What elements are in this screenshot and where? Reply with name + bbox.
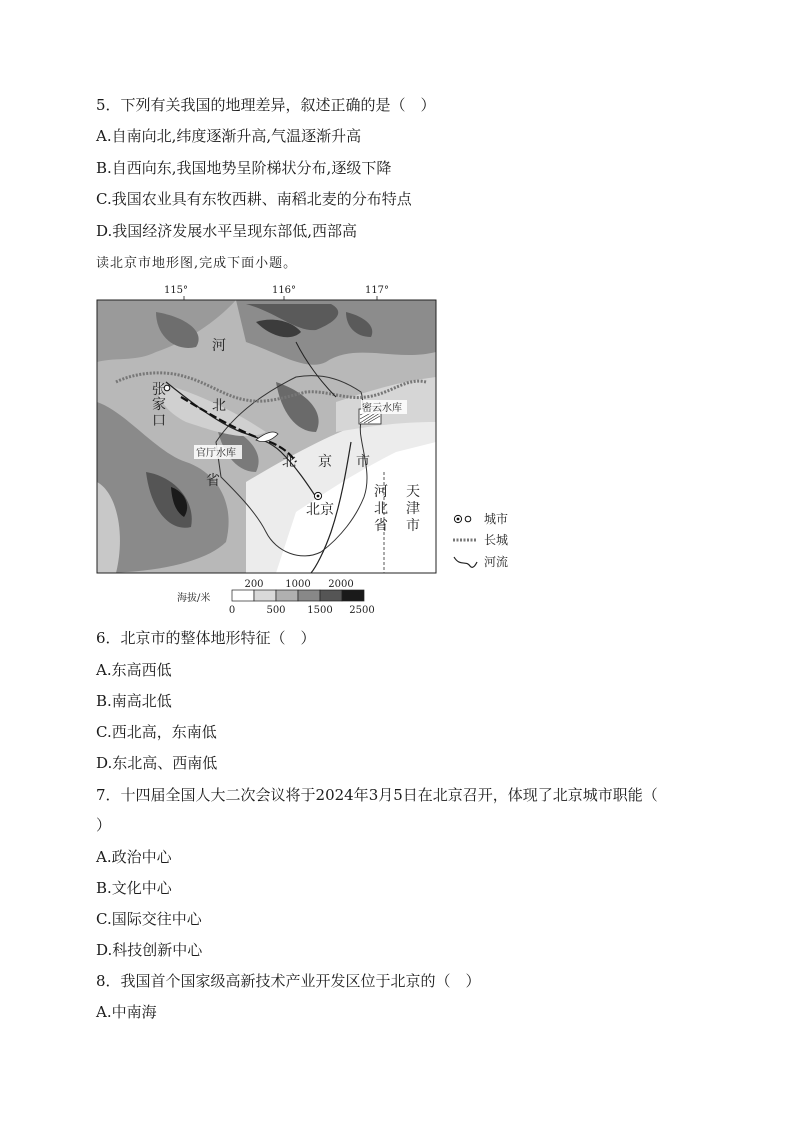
tianjin-char-2: 津	[406, 501, 420, 517]
legend-city-label: 城市	[484, 512, 509, 526]
zhangjiakou-char-1: 张	[152, 382, 166, 398]
scale-tick-1000: 1000	[285, 579, 311, 590]
map-legend	[453, 512, 508, 569]
hebei-east-char-1: 河	[374, 484, 388, 500]
question-5-option-c: C.我国农业具有东牧西耕、南稻北麦的分布特点	[96, 190, 412, 208]
scale-swatch	[320, 590, 342, 601]
question-7-option-c: C.国际交往中心	[96, 910, 202, 928]
question-8-option-a: A.中南海	[96, 1003, 157, 1021]
longitude-117-label: 117°	[364, 285, 390, 296]
miyun-reservoir-label: 密云水库	[362, 403, 402, 414]
scale-swatch	[276, 590, 298, 601]
question-6-option-c: C.西北高，东南低	[96, 723, 217, 741]
scale-swatch	[232, 590, 254, 601]
zhangjiakou-char-2: 家	[152, 397, 166, 413]
hebei-east-char-3: 省	[374, 518, 388, 534]
question-5-option-d: D.我国经济发展水平呈现东部低,西部高	[96, 222, 358, 240]
longitude-115-label: 115°	[163, 285, 189, 296]
scale-swatch	[342, 590, 364, 601]
question-7-option-a: A.政治中心	[96, 848, 172, 866]
question-7-option-b: B.文化中心	[96, 879, 172, 897]
guanting-reservoir-label: 官厅水库	[196, 448, 236, 459]
scale-title: 海拔/米	[177, 593, 211, 604]
question-5-option-b: B.自西向东,我国地势呈阶梯状分布,逐级下降	[96, 159, 392, 177]
question-6-option-b: B.南高北低	[96, 692, 172, 710]
scale-tick-500: 500	[266, 605, 286, 616]
scale-swatch	[254, 590, 276, 601]
longitude-116-label: 116°	[271, 285, 297, 296]
beijing-shi-char-2: 京	[318, 454, 332, 470]
hebei-west-char-1: 河	[212, 338, 226, 354]
legend-great-wall-label: 长城	[484, 533, 509, 547]
question-8-stem: 8．我国首个国家级高新技术产业开发区位于北京的（ ）	[96, 972, 481, 990]
river-legend-icon	[454, 557, 477, 567]
hebei-east-char-2: 北	[374, 501, 388, 517]
question-7-stem-continued: ）	[96, 816, 112, 834]
legend-river-label: 河流	[484, 555, 509, 569]
beijing-terrain-map	[96, 282, 526, 622]
question-6-option-a: A.东高西低	[96, 661, 172, 679]
scale-tick-200: 200	[244, 579, 264, 590]
tianjin-char-3: 市	[406, 518, 420, 534]
question-5-option-a: A.自南向北,纬度逐渐升高,气温逐渐升高	[96, 127, 362, 145]
beijing-shi-char-3: 市	[356, 454, 370, 470]
scale-tick-1500: 1500	[307, 605, 333, 616]
question-7-stem: 7．十四届全国人大二次会议将于2024年3月5日在北京召开，体现了北京城市职能（	[96, 786, 658, 804]
question-6-option-d: D.东北高、西南低	[96, 754, 218, 772]
map-intro: 读北京市地形图,完成下面小题。	[96, 256, 298, 271]
question-6-stem: 6．北京市的整体地形特征（ ）	[96, 629, 316, 647]
beijing-shi-char-1: 北	[282, 454, 296, 470]
scale-tick-0: 0	[228, 605, 236, 616]
beijing-city-label: 北京	[306, 502, 334, 518]
elevation-scale	[177, 579, 375, 616]
question-7-option-d: D.科技创新中心	[96, 941, 203, 959]
tianjin-char-1: 天	[406, 484, 420, 500]
question-5-stem: 5．下列有关我国的地理差异，叙述正确的是（ ）	[96, 96, 436, 114]
hebei-west-char-2: 北	[212, 398, 226, 414]
scale-tick-2500: 2500	[349, 605, 375, 616]
scale-swatch	[298, 590, 320, 601]
scale-tick-2000: 2000	[328, 579, 354, 590]
zhangjiakou-char-3: 口	[152, 413, 166, 429]
hebei-west-char-3: 省	[206, 473, 220, 489]
